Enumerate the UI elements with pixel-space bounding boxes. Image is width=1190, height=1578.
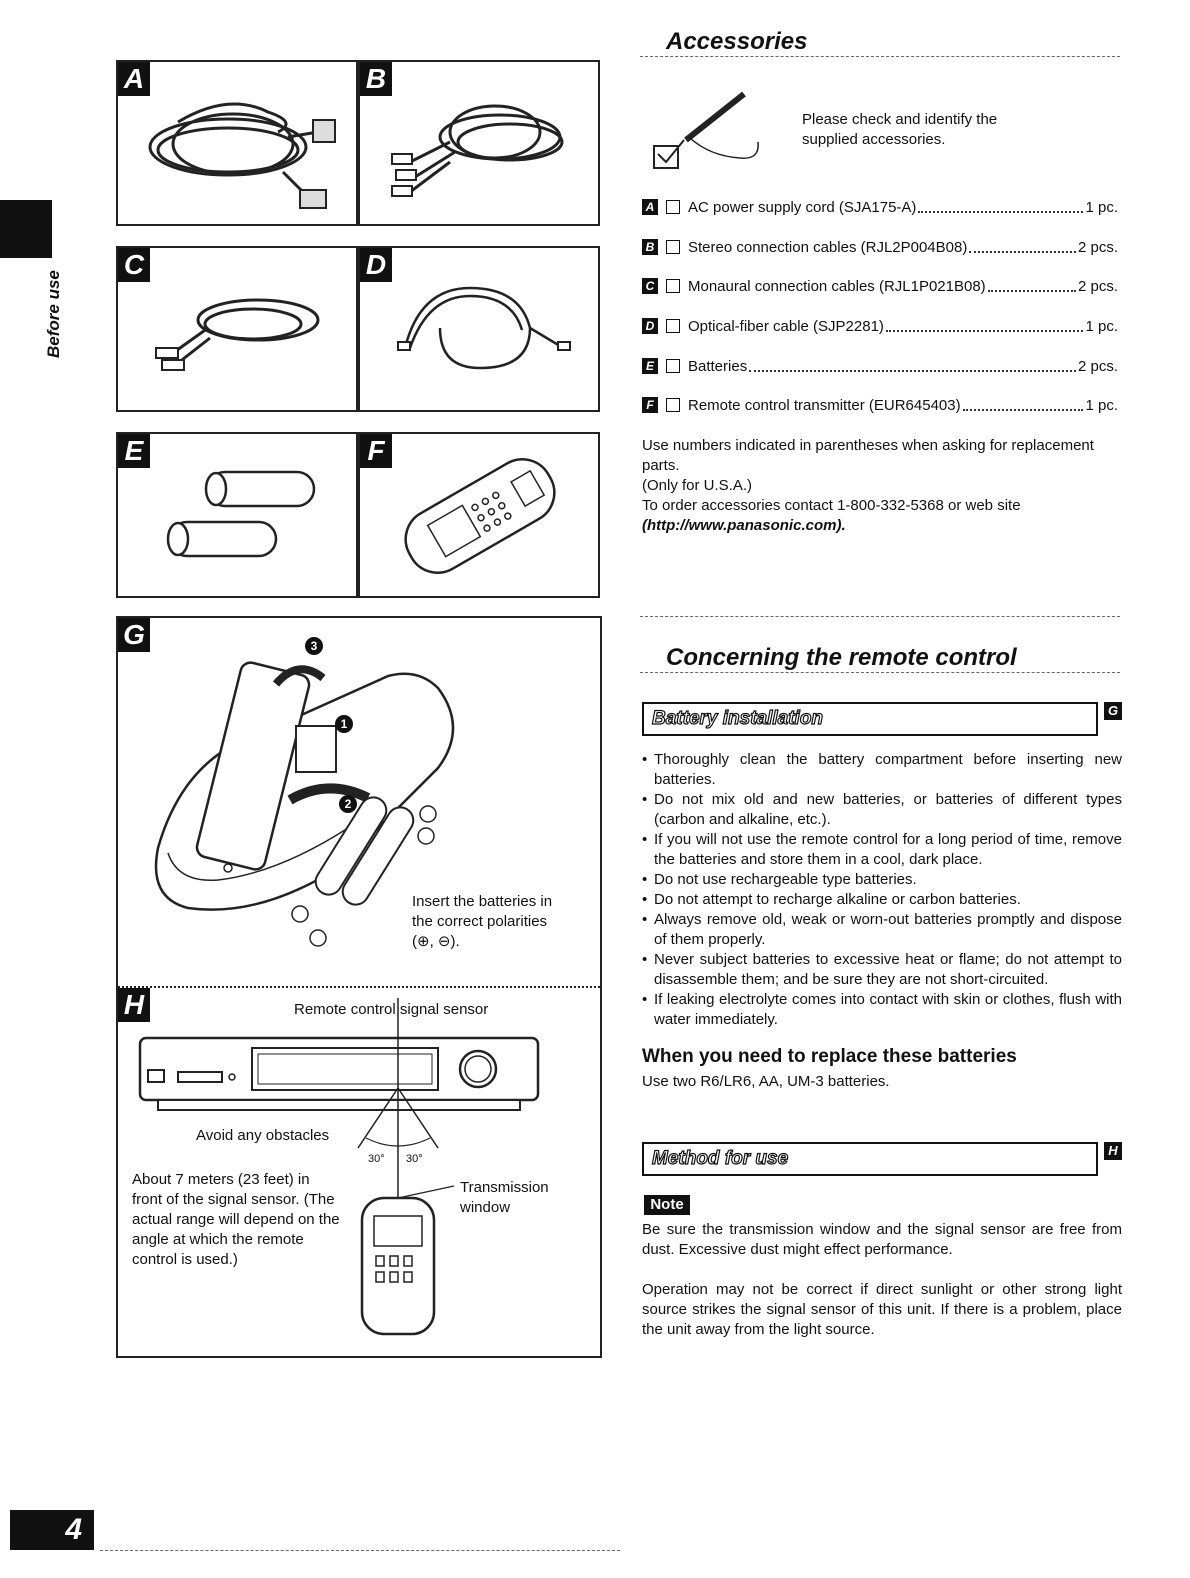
note-badge: Note	[644, 1195, 690, 1215]
list-item: • Always remove old, weak or worn-out batteries promptly and dispose of them properly.	[642, 910, 1122, 950]
checkbox-icon	[666, 359, 680, 373]
page-number: 4	[10, 1510, 94, 1550]
step-number: 2	[344, 797, 352, 811]
accessory-item: A AC power supply cord (SJA175-A) 1 pc.	[642, 196, 1118, 218]
panel-tag: H	[118, 988, 150, 1022]
side-tab-marker	[0, 200, 52, 258]
panel-tag: D	[360, 248, 392, 282]
checkbox-icon	[666, 319, 680, 333]
accessory-item: B Stereo connection cables (RJL2P004B08) 2 pcs.	[642, 236, 1118, 258]
angle-left-label: 30°	[368, 1153, 385, 1165]
battery-precautions-list	[642, 750, 1122, 1030]
remote-section-title: Concerning the remote control	[666, 644, 1017, 671]
checkbox-icon	[666, 398, 680, 412]
list-item: • Never subject batteries to excessive heat or flame; do not attempt to disassemble them; and be sure they are not short-circuited.	[642, 950, 1122, 990]
method-for-use-header: Method for use	[642, 1142, 1098, 1176]
check-pen-icon	[650, 88, 770, 174]
side-tab-label: Before use	[44, 270, 63, 358]
insert-batteries-text: Insert the batteries in the correct polarities (⊕, ⊖).	[412, 893, 553, 950]
accessory-item: F Remote control transmitter (EUR645403) 1 pc.	[642, 394, 1118, 416]
website-link[interactable]: (http://www.panasonic.com).	[642, 517, 846, 534]
panel-b	[358, 60, 600, 226]
title-rule	[640, 672, 1120, 673]
panel-tag: C	[118, 248, 150, 282]
optical-cable-illustration	[360, 248, 598, 410]
avoid-obstacles-label: Avoid any obstacles	[196, 1127, 330, 1144]
list-item: • Do not use rechargeable type batteries.	[642, 870, 1122, 890]
panel-c	[116, 246, 358, 412]
panel-tag: B	[360, 62, 392, 96]
note-text-2: Operation may not be correct if direct sunlight or other strong light source strikes the signal sensor of this unit. If there is a problem, place the unit away from the light source.	[642, 1281, 1122, 1338]
panel-f	[358, 432, 600, 598]
accessory-item: C Monaural connection cables (RJL1P021B08) 2 pcs.	[642, 275, 1118, 297]
panel-tag: E	[118, 434, 150, 468]
checkbox-icon	[666, 200, 680, 214]
title-rule	[640, 56, 1120, 57]
angle-right-label: 30°	[406, 1153, 423, 1165]
accessories-title: Accessories	[666, 28, 808, 55]
panel-ref-h: H	[1104, 1142, 1122, 1160]
panel-d	[358, 246, 600, 412]
monaural-cables-illustration	[118, 248, 356, 410]
panel-tag: A	[118, 62, 150, 96]
accessories-intro: Please check and identify the supplied accessories.	[802, 111, 998, 148]
panel-gh	[116, 616, 602, 1358]
note-text-1: Be sure the transmission window and the signal sensor are free from dust. Excessive dust might effect performance.	[642, 1221, 1122, 1258]
list-item: • Do not attempt to recharge alkaline or carbon batteries.	[642, 890, 1122, 910]
panel-tag: G	[118, 618, 150, 652]
replace-batteries-title: When you need to replace these batteries	[642, 1046, 1017, 1067]
section-rule	[640, 616, 1120, 617]
footer-rule	[100, 1550, 620, 1551]
accessory-item: D Optical-fiber cable (SJP2281) 1 pc.	[642, 315, 1118, 337]
list-item: • Thoroughly clean the battery compartment before inserting new batteries.	[642, 750, 1122, 790]
power-cord-illustration	[118, 62, 356, 224]
list-item: • Do not mix old and new batteries, or batteries of different types (carbon and alkaline, etc.).	[642, 790, 1122, 830]
panel-a	[116, 60, 358, 226]
checkbox-icon	[666, 279, 680, 293]
range-text: About 7 meters (23 feet) in front of the signal sensor. (The actual range will depend on the angle at which the remote control is used.)	[132, 1171, 340, 1268]
battery-installation-header: Battery installation	[642, 702, 1098, 736]
list-item: • If leaking electrolyte comes into contact with skin or clothes, flush with water immediately.	[642, 990, 1122, 1030]
accessory-item: E Batteries 2 pcs.	[642, 355, 1118, 377]
panel-e	[116, 432, 358, 598]
batteries-illustration	[118, 434, 356, 596]
step-number: 3	[310, 639, 318, 653]
panel-tag: F	[360, 434, 392, 468]
transmission-window-label: Transmission window	[460, 1179, 549, 1216]
stereo-cables-illustration	[360, 62, 598, 224]
list-item: • If you will not use the remote control for a long period of time, remove the batteries and store them in a cool, dark place.	[642, 830, 1122, 870]
remote-transmitter-illustration	[360, 434, 598, 596]
accessories-note: Use numbers indicated in parentheses when asking for replacement parts. (Only for U.S.A.) To order accessories contact 1-800-332-5368 or web site (http://www.panasonic.com).	[642, 436, 1122, 536]
checkbox-icon	[666, 240, 680, 254]
step-number: 1	[340, 717, 348, 731]
signal-sensor-label: Remote control signal sensor	[294, 1001, 489, 1018]
panel-ref-g: G	[1104, 702, 1122, 720]
replace-batteries-text: Use two R6/LR6, AA, UM-3 batteries.	[642, 1073, 890, 1090]
